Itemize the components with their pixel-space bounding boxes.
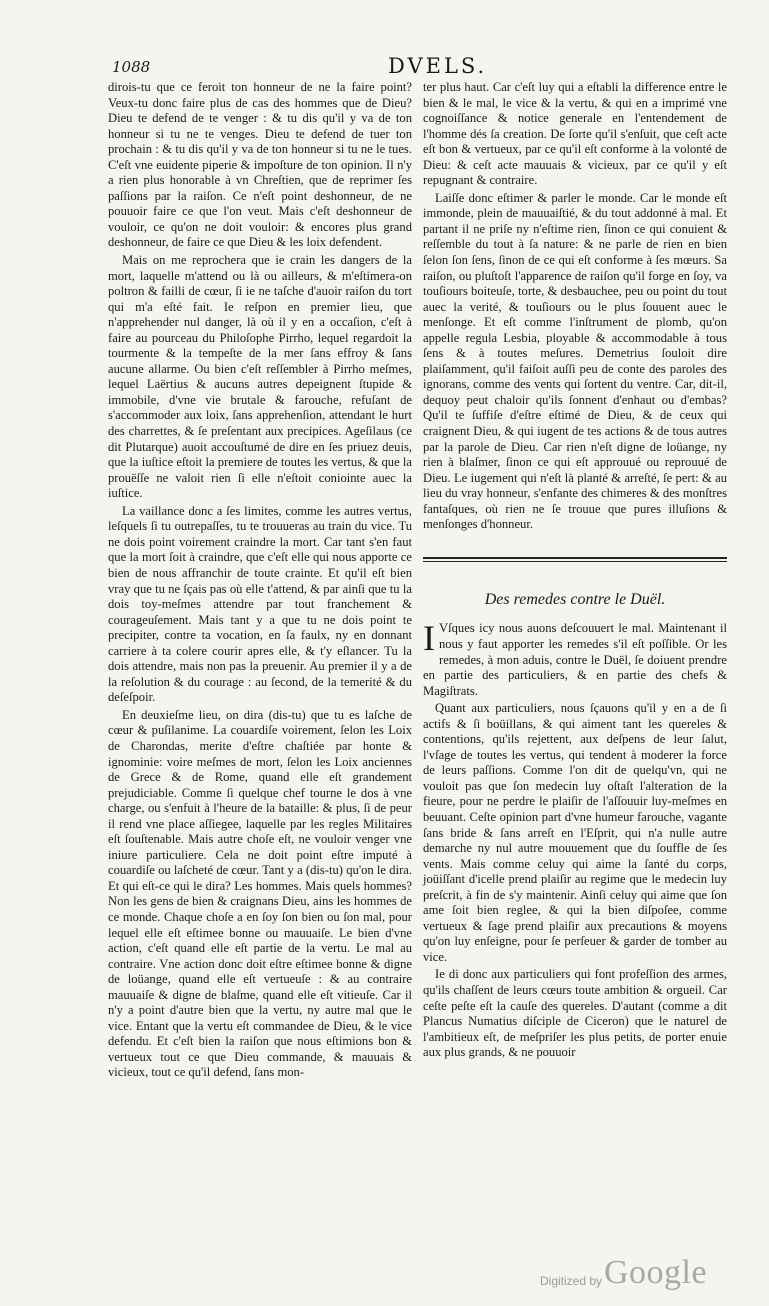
paragraph: dirois-tu que ce feroit ton honneur de ne la faire point? Veux-tu donc faire plus de cas des hommes que de Dieu? Dieu te defend de te venger : & tu dis qu'il y va de ton honneur si tu ne te venges. Dieu te defend de tuer ton prochain : & tu dis qu'il y va de ton honneur si tu ne le tues. C'eſt vne euidente piperie & impoſture de ton opinion. Il n'y a rien plus honorable à vn Chreſtien, que de reprimer ſes paſſions par la raiſon. Ce n'eſt point deshonneur, de ne pouuoir faire ce que l'on veut. Mais c'eſt deshonneur de vouloir, ce qu'on ne doit vouloir: & encores plus grand deshonneur, de faire ce que Dieu & les loix defendent. bbox=[108, 80, 412, 250]
paragraph: ter plus haut. Car c'eſt luy qui a eſtabli la difference entre le bien & le mal, le vice & la vertu, & qui en a imprimé vne cognoiſſance & notice generale en l'entendement de l'homme dés ſa creation. De ſorte qu'il s'enſuit, que ceſt acte eſt bon & vertueux, par ce qu'il eſt conforme à la volonté de Dieu: & ceſt acte mauuais & vicieux, par ce qu'il y eſt repugnant & contraire. bbox=[423, 80, 727, 188]
page-number: 1088 bbox=[112, 58, 151, 76]
google-logo: Google bbox=[604, 1254, 708, 1291]
paragraph: En deuxieſme lieu, on dira (dis-tu) que tu es laſche de cœur & puſilanime. La couardiſe voirement, ſelon les Loix de Charondas, merite d'eſtre chaſtiée par honte & ignominie: voire meſmes de mort, ſelon les Loix anciennes de Grece & de Rome, quand elle eſt grandement prejudiciable. Comme ſi quelque chef tourne le dos à vne charge, ou s'enfuit à l'heure de la bataille: & plus, ſi de peur il rend vne place aſſiegee, laquelle par les regles Militaires eſt ſouſtenable. Mais autre choſe eſt, ne vouloir venger vne iniure particuliere. Cela ne doit point eſtre imputé à couardiſe ou laſcheté de cœur. Tant y a (dis-tu) qu'on le dira. Et qui eſt-ce qui le dira? Les hommes. Mais quels hommes? Non les gens de bien & craignans Dieu, ains les hommes de ce monde. Chaque choſe a en ſoy ſon bien ou ſon mal, pour lequel elle eſt eſtimee bonne ou mauuaiſe. Le bien d'vne action, c'eſt quand elle eſt partie de la vertu. Le mal au contraire. Vne action donc doit eſtre eſtimee bonne & digne de loüange, quand elle eſt vertueuſe : & au contraire mauuaiſe & digne de blaſme, quand elle eſt vitieuſe. Car il n'y a point d'autre bien que la vertu, ny autre mal que le vice. Entant que la vertu eſt commandee de Dieu, & le vice defendu. Et c'eſt bien la raiſon que nous eſtimions bon & vertueux tout ce que Dieu commande, & mauuais & vicieux, tout ce qu'il defend, ſans mon- bbox=[108, 707, 412, 1080]
running-title: DVELS. bbox=[388, 54, 488, 78]
paragraph: Quant aux particuliers, nous ſçauons qu'il y en a de ſi actifs & ſi boüillans, & qui aiment tant les quereles & contentions, qu'ils rejettent, aux deſpens de leur ſalut, l'vſage de toutes les vertus, qui tendent à moderer la force de leurs paſſions. Comme l'on dit de quelqu'vn, qui ne vouloit pas que ſon medecin luy oſtaſt l'alteration de la fieure, pour ne perdre le plaiſir de l'aſſouuir luy-meſmes en beuuant. Ceſte opinion part d'vne humeur farouche, vagante ſans bride & ſans arreſt en l'Eſprit, qui n'a nulle autre demarche ny nul autre mouuement que du ſouffle de ſes vents. Mais comme celuy qui aime la ſanté du corps, joüiſſant d'icelle prend plaiſir au regime que le medecin luy preſcrit, à fin de s'y maintenir. Ainſi celuy qui aime que ſon ame ſoit bien reglee, & qui la bien diſpoſee, comme vertueux & ſage prend plaiſir aux precautions & moyens qu'on luy enſeigne, pour ſe perſeuer & garder de tomber au vice. bbox=[423, 701, 727, 964]
paragraph: Mais on me reprochera que ie crain les dangers de la mort, laquelle m'attend ou là ou ailleurs, & m'eſtimera-on poltron & failli de cœur, ſi ie ne taſche d'auoir raiſon du tort qui m'a eſté fait. Ie reſpon en premier lieu, que n'apprehender nul danger, là où il y en a occaſion, c'eſt à faire au pourceau du Philoſophe Pirrho, lequel regardoit la tourmente & la tempeſte de la mer ſans effroy & ſans aucune allarme. Ou bien c'eſt reſſembler à Pirrho meſmes, lequel Laërtius & aucuns autres depeignent ſtupide & immobile, d'vne vie brutale & farouche, refuſant de s'accommoder aux loix, ſans apprehenſion, attendant le hurt des charrettes, & ſe preſentant aux precipices. Ageſilaus (ce dit Plutarque) auoit accouſtumé de dire en ſes priuez deuis, que la iuſtice eſtoit la premiere de toutes les vertus, & que la prouëſſe ne valoit rien ſi elle n'eſtoit coniointe auec la iuſtice. bbox=[108, 253, 412, 501]
section-first-paragraph bbox=[423, 618, 727, 699]
section-divider bbox=[423, 557, 727, 562]
drop-cap: I bbox=[423, 618, 435, 659]
right-column bbox=[423, 80, 727, 1063]
watermark-prefix: Digitized by bbox=[540, 1274, 603, 1288]
paragraph: Ie di donc aux particuliers qui font profeſſion des armes, qu'ils chaſſent de leurs cœurs toute ambition & orgueil. Car ceſte peſte eſt la cauſe des quereles. D'autant (comme a dit Plancus Numatius diſciple de Ciceron) que le naturel de l'ambitieux eſt, de meſpriſer les plus petits, de porter enuie aux plus grands, & ne pouuoir bbox=[423, 967, 727, 1060]
section-title: Des remedes contre le Duël. bbox=[484, 590, 666, 608]
left-column bbox=[108, 80, 412, 1083]
google-watermark bbox=[540, 1254, 740, 1298]
paragraph: La vaillance donc a ſes limites, comme les autres vertus, leſquels ſi tu outrepaſſes, tu te trouueras au train du vice. Tu ne dois point voirement craindre la mort. Car tant s'en faut que la mort ſoit à craindre, que c'eſt elle qui nous apporte ce bien de nous affranchir de toute crainte. Et qu'il eſt bien vray que tu ne ſçais pas où elle t'attend, & par ainſi que tu la dois toy-meſmes attendre par tout franchement & courageuſement. Mais tant y a que tu ne dois point te precipiter, contre ta vocation, en ſa faulx, ny en donnant carriere à ta colere courir apres elle, & t'y eſlancer. Tu la dois attendre, mais non pas la preuenir. Au premier il y a de la reſolution & du courage : au ſecond, de la temerité & du deſeſpoir. bbox=[108, 503, 412, 705]
paragraph: Laiſſe donc eſtimer & parler le monde. Car le monde eſt immonde, plein de mauuaiſtié, & du tout addonné à mal. Et partant il ne priſe ny n'eſtime rien, ſinon ce qui conuient & reſſemble du tout à ſa nature: & ne parle de rien en bien ſelon ſon ſens, ſinon de ce qui eſt conforme à ſes mœurs. Sa raiſon, ou pluſtoſt l'apparence de raiſon qu'il forge en ſoy, va touſiours boiteuſe, torte, & desbauchee, peu ou point du tout auec la verité, & touſiours ou le plus ſouuent auec le menſonge. Et eſt comme l'inſtrument de plomb, qu'on appelle regula Lesbia, ployable & accommodable à tous ſens & à toutes meſures. Demetrius ſouloit dire plaiſamment, qu'il faiſoit auſſi peu de conte des paroles des ignorans, comme des vents qui ſortent du ventre. Car, dit-il, dequoy peut chaloir qu'ils ſonnent d'enhaut ou d'embas? Qu'il te ſuffiſe d'eſtre eſtimé de Dieu, & de ceux qui craignent Dieu, & qui iugent de tes actions & de tous autres par la parole de Dieu. Car rien n'eſt digne de loüange, ny rien à blaſmer, ſinon ce qui eſt approuué ou reprouué de Dieu. Le iugement qui n'eſt là planté & arreſté, ſe pert: & au lieu du vray honneur, s'enfante des chimeres & des monſtres fantaſques, où rien ne ſe trouue que pures illuſions & menſonges d'honneur. bbox=[423, 190, 727, 532]
paragraph-text: Vſques icy nous auons deſcouuert le mal. Maintenant il nous y faut apporter les remedes s'il eſt poſſible. Or les remedes, à mon aduis, contre le Duël, ſe doiuent prendre en partie des particuliers, & en partie des chefs & Magiſtrats. bbox=[423, 621, 727, 698]
